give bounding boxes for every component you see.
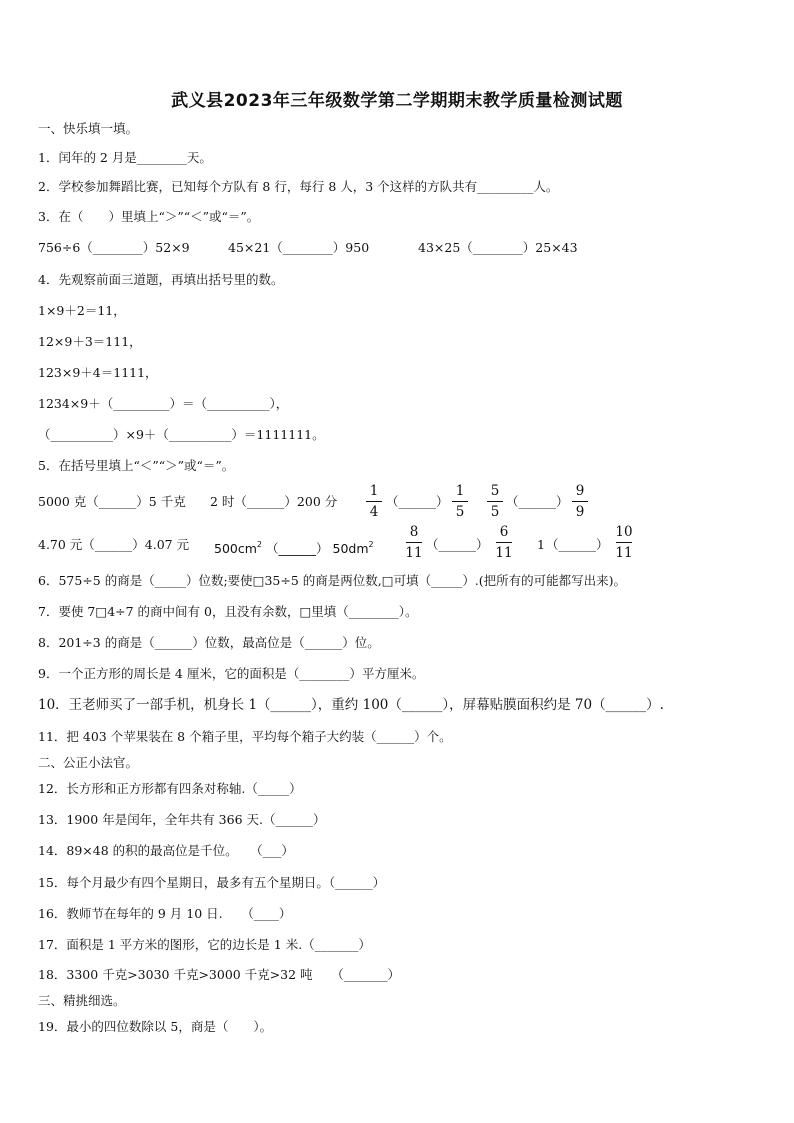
question-4: 4．先观察前面三道题，再填出括号里的数。 bbox=[38, 272, 284, 287]
fraction-numerator: 5 bbox=[490, 483, 500, 499]
section-heading-multiple-choice: 三、精挑细选。 bbox=[38, 993, 126, 1008]
question-5-item-h: （______） bbox=[546, 537, 609, 552]
fraction-denominator: 11 bbox=[405, 545, 423, 561]
question-5-item-h-lead: 1 bbox=[537, 537, 545, 552]
question-17: 17．面积是 1 平方米的图形，它的边长是 1 米.（_______） bbox=[38, 937, 371, 952]
section-heading-true-false: 二、公正小法官。 bbox=[38, 755, 139, 770]
question-5: 5．在括号里填上“＜”“＞”或“＝”。 bbox=[38, 458, 235, 473]
question-5-item-a: 5000 克（______）5 千克 bbox=[38, 494, 186, 509]
fraction-denominator: 5 bbox=[490, 504, 500, 520]
question-13: 13．1900 年是闰年，全年共有 366 天.（______） bbox=[38, 812, 326, 827]
section-heading-fill-in: 一、快乐填一填。 bbox=[38, 121, 139, 136]
fraction-9-9 bbox=[566, 483, 594, 520]
fraction-numerator: 1 bbox=[455, 483, 465, 499]
question-5-item-d: （______） bbox=[506, 494, 569, 509]
question-4-blank-1: 1234×9＋（_________）＝（__________）， bbox=[38, 396, 289, 411]
question-6: 6．575÷5 的商是（_____）位数;要使□35÷5 的商是两位数,□可填（_____）.(把所有的可能都写出来)。 bbox=[38, 573, 627, 588]
question-7: 7．要使 7□4÷7 的商中间有 0，且没有余数，□里填（________）。 bbox=[38, 604, 418, 619]
question-18: 18．3300 千克>3030 千克>3000 千克>32 吨 （_______） bbox=[38, 967, 401, 982]
question-10: 10．王老师买了一部手机，机身长 1（______），重约 100（______），屏幕贴膜面积约是 70（______）. bbox=[38, 697, 664, 713]
question-14: 14．89×48 的积的最高位是千位。 （___） bbox=[38, 843, 294, 858]
question-9: 9．一个正方形的周长是 4 厘米，它的面积是（________）平方厘米。 bbox=[38, 666, 425, 681]
fraction-numerator: 8 bbox=[409, 524, 419, 540]
question-5-item-b: 2 时（______）200 分 bbox=[210, 494, 338, 509]
fraction-denominator: 11 bbox=[615, 545, 633, 561]
fraction-numerator: 10 bbox=[615, 524, 633, 540]
fraction-numerator: 6 bbox=[499, 524, 509, 540]
fraction-numerator: 9 bbox=[575, 483, 585, 499]
fraction-5-5 bbox=[481, 483, 509, 520]
fraction-denominator: 9 bbox=[575, 504, 585, 520]
question-8: 8．201÷3 的商是（______）位数，最高位是（______）位。 bbox=[38, 635, 380, 650]
question-1: 1．闰年的 2 月是________天。 bbox=[38, 150, 212, 165]
question-4-example-1: 1×9＋2＝11， bbox=[38, 303, 126, 318]
question-5-item-c: （______） bbox=[386, 494, 449, 509]
question-3: 3．在（ ）里填上“＞”“＜”或“＝”。 bbox=[38, 209, 260, 224]
fraction-8-11 bbox=[400, 524, 428, 561]
fraction-10-11 bbox=[610, 524, 638, 561]
question-3-item-a: 756÷6（________）52×9 bbox=[38, 240, 190, 255]
question-19: 19．最小的四位数除以 5，商是（ ）。 bbox=[38, 1019, 273, 1034]
question-11: 11．把 403 个苹果装在 8 个箱子里，平均每个箱子大约装（______）个。 bbox=[38, 729, 452, 744]
fraction-denominator: 11 bbox=[495, 545, 513, 561]
question-4-blank-2: （__________）×9＋（__________）＝1111111。 bbox=[38, 427, 325, 442]
question-12: 12．长方形和正方形都有四条对称轴.（_____） bbox=[38, 781, 302, 796]
fraction-6-11 bbox=[490, 524, 518, 561]
fraction-1-5 bbox=[446, 483, 474, 520]
fraction-numerator: 1 bbox=[369, 483, 379, 499]
question-3-item-c: 43×25（________）25×43 bbox=[418, 240, 578, 255]
question-4-example-2: 12×9＋3＝111， bbox=[38, 334, 142, 349]
fraction-denominator: 4 bbox=[369, 504, 379, 520]
fraction-1-4 bbox=[360, 483, 388, 520]
question-15: 15．每个月最少有四个星期日，最多有五个星期日。（______） bbox=[38, 875, 386, 890]
question-4-example-3: 123×9＋4＝1111， bbox=[38, 365, 158, 380]
page-title: 武义县2023年三年级数学第二学期期末教学质量检测试题 bbox=[171, 91, 623, 111]
question-16: 16．教师节在每年的 9 月 10 日. （____） bbox=[38, 906, 292, 921]
question-2: 2．学校参加舞蹈比赛，已知每个方队有 8 行，每行 8 人，3 个这样的方队共有_________人。 bbox=[38, 179, 559, 194]
fraction-denominator: 5 bbox=[455, 504, 465, 520]
question-5-item-g: （______） bbox=[426, 537, 489, 552]
question-5-item-f: $500cm^2$ （______） $50dm^2$ bbox=[214, 540, 374, 556]
question-3-item-b: 45×21（________）950 bbox=[228, 240, 370, 255]
question-5-item-e: 4.70 元（______）4.07 元 bbox=[38, 537, 190, 552]
